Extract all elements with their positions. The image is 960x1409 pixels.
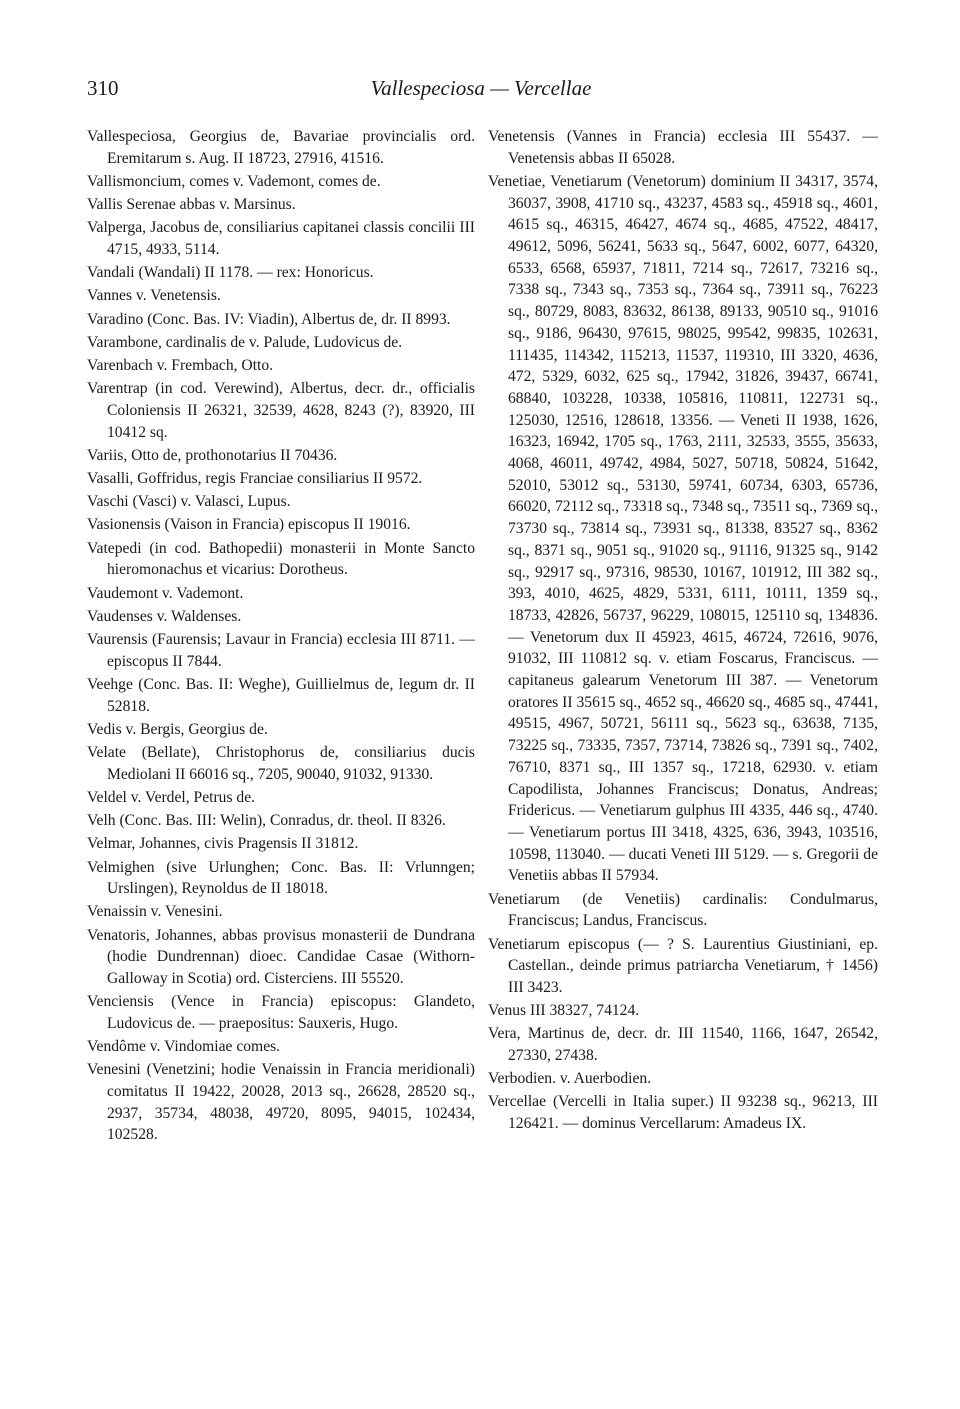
index-entry: Velmar, Johannes, civis Pragensis II 31812. <box>87 835 359 853</box>
index-entry: Venetiarum episcopus (— ? S. Laurentius Giustiniani, ep. Castellan., deinde primus patriarcha Venetiarum, † 1456) III 3423. <box>488 935 878 996</box>
index-entry: Venatoris, Johannes, abbas provisus monasterii de Dundrana (hodie Dundrennan) dioec. Candidae Casae (Withorn-Galloway in Scotia) ord. Cisterciens. III 55520. <box>87 926 475 988</box>
index-entry: Varadino (Conc. Bas. IV: Viadin), Albertus de, dr. II 8993. <box>87 310 451 328</box>
index-entry: Valperga, Jacobus de, consiliarius capitanei classis concilii III 4715, 4933, 5114. <box>87 219 475 259</box>
index-entry: Velate (Bellate), Christophorus de, consiliarius ducis Mediolani II 66016 sq., 7205, 90040, 91032, 91330. <box>87 743 475 783</box>
index-entry: Varambone, cardinalis de v. Palude, Ludovicus de. <box>87 333 403 351</box>
index-entry: Vasalli, Goffridus, regis Franciae consiliarius II 9572. <box>87 470 423 488</box>
index-entry: Vera, Martinus de, decr. dr. III 11540, 1166, 1647, 26542, 27330, 27438. <box>488 1025 878 1065</box>
index-entry: Veehge (Conc. Bas. II: Weghe), Guillielmus de, legum dr. II 52818. <box>87 675 475 715</box>
page-number: 310 <box>87 76 119 100</box>
index-entry: Venetiarum (de Venetiis) cardinalis: Condulmarus, Franciscus; Landus, Franciscus. <box>488 890 878 930</box>
index-entry: Vasionensis (Vaison in Francia) episcopus II 19016. <box>87 516 411 534</box>
index-entry: Venus III 38327, 74124. <box>488 1002 640 1020</box>
index-entry: Vercellae (Vercelli in Italia super.) II 93238 sq., 96213, III 126421. — dominus Vercellarum: Amadeus IX. <box>488 1093 878 1133</box>
index-entry: Vaschi (Vasci) v. Valasci, Lupus. <box>87 493 291 511</box>
index-entry: Venciensis (Vence in Francia) episcopus: Glandeto, Ludovicus de. — praepositus: Sauxeris, Hugo. <box>87 993 475 1032</box>
index-entry: Vannes v. Venetensis. <box>87 287 221 305</box>
running-header <box>87 76 875 102</box>
index-entry: Vallespeciosa, Georgius de, Bavariae provincialis ord. Eremitarum s. Aug. II 18723, 27916, 41516. <box>87 128 475 167</box>
index-entry: Vendôme v. Vindomiae comes. <box>87 1038 281 1056</box>
index-entry: Venesini (Venetzini; hodie Venaissin in Francia meridionali) comitatus II 19422, 20028, 2013 sq., 26628, 28520 sq., 2937, 35734, 48038, 49720, 8095, 94015, 102434, 102528. <box>87 1061 475 1144</box>
index-entry: Varenbach v. Frembach, Otto. <box>87 357 274 375</box>
index-entry: Vandali (Wandali) II 1178. — rex: Honoricus. <box>87 264 374 282</box>
index-entry: Velmighen (sive Urlunghen; Conc. Bas. II: Vrlunngen; Urslingen), Reynoldus de II 18018. <box>87 858 475 898</box>
index-entry: Vaudemont v. Vademont. <box>87 584 244 602</box>
index-entry: Vaurensis (Faurensis; Lavaur in Francia) ecclesia III 8711. — episcopus II 7844. <box>87 630 475 670</box>
index-entry: Venetensis (Vannes in Francia) ecclesia III 55437. — Venetensis abbas II 65028. <box>488 128 878 167</box>
index-entry: Vatepedi (in cod. Bathopedii) monasterii in Monte Sancto hieromonachus et vicarius: Dorotheus. <box>87 539 475 579</box>
index-entry: Venetiae, Venetiarum (Venetorum) dominium II 34317, 3574, 36037, 3908, 41710 sq., 43237, 4583 sq., 45918 sq., 4601, 4615 sq., 46315, 46427, 4674 sq., 4685, 47522, 48417, 49612, 5096, 56241, 5633 sq., 5647, 6002, 6077, 64320, 6533, 6568, 65937, 71811, 7214 sq., 72617, 73216 sq., 7338 sq., 7343 sq., 7353 sq., 7364 sq., 73911 sq., 76223 sq., 80729, 8083, 83632, 86138, 89133, 90510 sq., 91016 sq., 9186, 96430, 97615, 98025, 99542, 99835, 102631, 111435, 114342, 115213, 11537, 119310, III 3320, 4636, 472, 5329, 6032, 625 sq., 17942, 31826, 39437, 66741, 68840, 103228, 10338, 105816, 110811, 122731 sq., 125030, 12516, 128618, 13356. — Veneti II 1938, 1626, 16323, 16942, 1705 sq., 1763, 2111, 32533, 3555, 35633, 4068, 46011, 49742, 4984, 5027, 50718, 50824, 51642, 52010, 53012 sq., 53130, 59741, 60734, 6303, 65736, 66020, 72112 sq., 73318 sq., 7348 sq., 73511 sq., 7369 sq., 73730 sq., 73814 sq., 73931 sq., 81338, 83527 sq., 8362 sq., 8371 sq., 9051 sq., 91020 sq., 91116, 91325 sq., 9142 sq., 92917 sq., 97316, 98530, 10167, 101912, III 382 sq., 393, 4010, 4625, 4829, 5331, 6111, 10111, 1359 sq., 18733, 42826, 56737, 96229, 108015, 125110 sq, 134836. — Venetorum dux II 45923, 4615, 46724, 72616, 9076, 91032, III 110812 sq. v. etiam Foscarus, Franciscus. — capitaneus galearum Venetorum III 387. — Venetorum oratores II 35615 sq., 4652 sq., 46620 sq., 4685 sq., 47441, 49515, 4967, 50721, 56111 sq., 5623 sq., 63638, 7135, 73225 sq., 73335, 7357, 73714, 73826 sq., 7391 sq., 7402, 76710, 8371 sq., III 1357 sq., 17218, 62930. v. etiam Capodilista, Johannes Franciscus; Donatus, Andreas; Fridericus. — Venetiarum gulphus III 4335, 446 sq., 4740. — Venetiarum portus III 3418, 4325, 636, 3943, 103516, 10598, 113040. — ducati Veneti III 5129. — s. Gregorii de Venetiis abbas II 57934. <box>488 172 878 885</box>
index-entry: Velh (Conc. Bas. III: Welin), Conradus, dr. theol. II 8326. <box>87 812 446 830</box>
running-title: Vallespeciosa — Vercellae <box>370 76 592 100</box>
right-column <box>488 126 878 1136</box>
index-entry: Verbodien. v. Auerbodien. <box>488 1070 652 1088</box>
index-entry: Varentrap (in cod. Verewind), Albertus, decr. dr., officialis Coloniensis II 26321, 32539, 4628, 8243 (?), 83920, III 10412 sq. <box>87 380 475 441</box>
index-entry: Venaissin v. Venesini. <box>87 903 223 921</box>
index-entry: Vaudenses v. Waldenses. <box>87 607 242 625</box>
index-entry: Vallis Serenae abbas v. Marsinus. <box>87 196 296 214</box>
index-entry: Vallismoncium, comes v. Vademont, comes de. <box>87 172 381 190</box>
left-column <box>87 126 475 1148</box>
index-entry: Vedis v. Bergis, Georgius de. <box>87 720 268 738</box>
index-entry: Variis, Otto de, prothonotarius II 70436. <box>87 446 338 464</box>
index-entry: Veldel v. Verdel, Petrus de. <box>87 788 256 806</box>
